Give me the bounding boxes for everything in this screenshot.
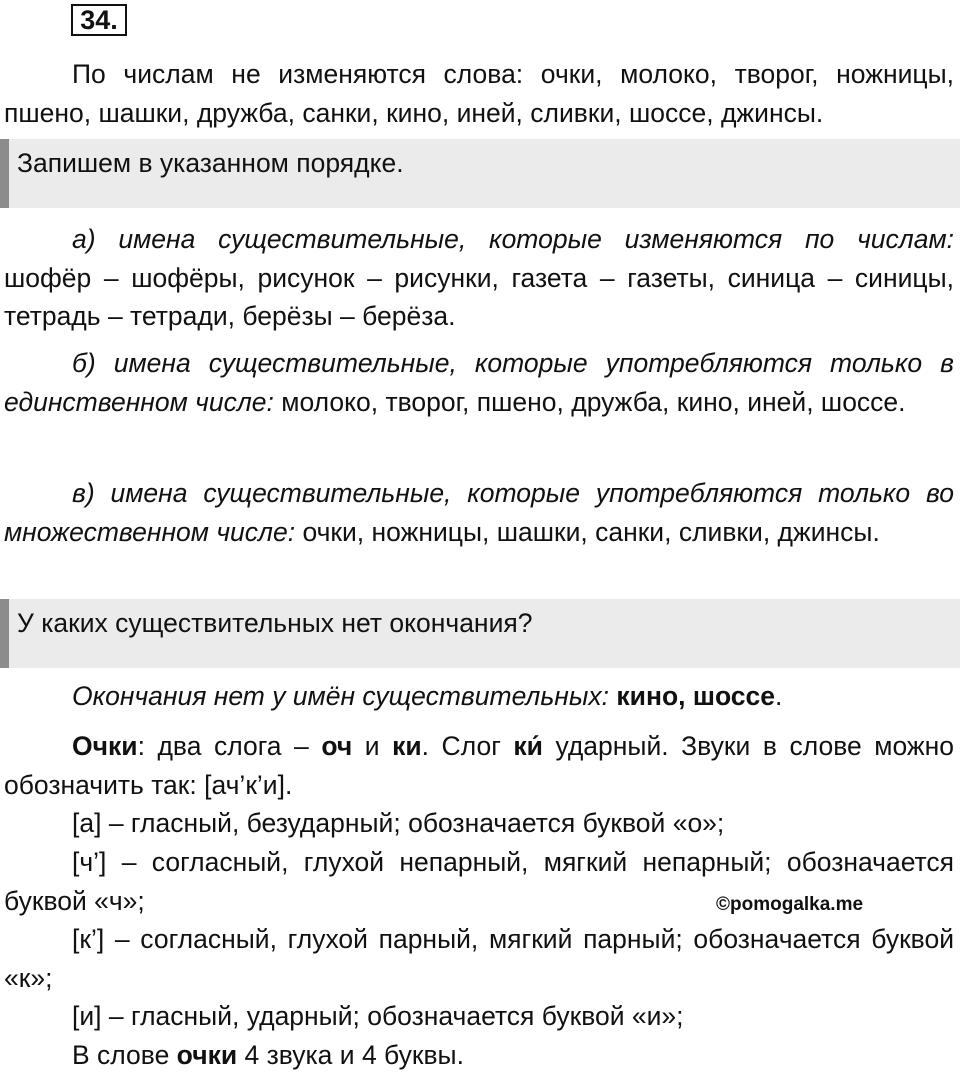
watermark: ©pomogalka.me	[716, 894, 864, 915]
answer-2-paragraph	[4, 677, 954, 716]
part-c-text: очки, ножницы, шашки, санки, сливки, джинсы.	[295, 516, 880, 547]
part-a-text: шофёр – шофёры, рисунок – рисунки, газета – газеты, синица – синицы, тетрадь – тетради, берёзы – берёза.	[4, 262, 954, 331]
sound-ch-line: [ч’] – согласный, глухой непарный, мягкий непарный; обозначается буквой «ч»;	[4, 847, 954, 916]
stressed-syllable: ки́	[513, 731, 543, 761]
part-b-label: б) имена существительные, которые употребляются только в единственном числе:	[4, 348, 954, 417]
answer-2-end: .	[775, 681, 783, 711]
question-bar-2	[0, 599, 960, 668]
part-c-label: в) имена существительные, которые употребляются только во множественном числе:	[4, 478, 954, 547]
part-a-label: а) имена существительные, которые изменяются по числам:	[72, 224, 954, 254]
answer-2-words: кино, шоссе	[616, 681, 776, 711]
analysis-text-2: и	[352, 731, 393, 761]
summary-line	[4, 1036, 954, 1075]
analysis-text-3: . Слог	[421, 731, 514, 761]
question-1-text: Запишем в указанном порядке.	[17, 148, 404, 178]
analysis-word: Очки	[72, 731, 138, 761]
sound-k-line: [к’] – согласный, глухой парный, мягкий парный; обозначается буквой «к»;	[4, 924, 954, 993]
summary-word: очки	[176, 1040, 238, 1070]
summary-pre: В слове	[72, 1040, 177, 1070]
question-bar-1	[0, 139, 960, 208]
part-b-text: молоко, творог, пшено, дружба, кино, иней, шоссе.	[273, 386, 906, 417]
part-b-paragraph	[4, 344, 954, 421]
analysis-paragraph	[4, 727, 954, 804]
analysis-text-1: : два слога –	[137, 731, 322, 761]
part-a-paragraph	[4, 220, 954, 336]
part-c-paragraph	[4, 474, 954, 551]
syllable-2: ки	[392, 731, 422, 761]
analysis-text-4: ударный. Звуки в слове можно обозначить так: [ач’к’и].	[4, 731, 954, 800]
task-number: 34.	[71, 4, 127, 36]
sound-a-line: [а] – гласный, безударный; обозначается буквой «о»;	[72, 808, 725, 838]
summary-post: 4 звука и 4 буквы.	[237, 1040, 464, 1070]
syllable-1: оч	[321, 731, 353, 761]
sound-i-line: [и] – гласный, ударный; обозначается буквой «и»;	[72, 1001, 684, 1031]
question-2-text: У каких существительных нет окончания?	[17, 608, 533, 638]
intro-paragraph: По числам не изменяются слова: очки, молоко, творог, ножницы, пшено, шашки, дружба, санки, кино, иней, сливки, шоссе, джинсы.	[4, 59, 954, 128]
answer-2-label: Окончания нет у имён существительных:	[72, 681, 610, 711]
